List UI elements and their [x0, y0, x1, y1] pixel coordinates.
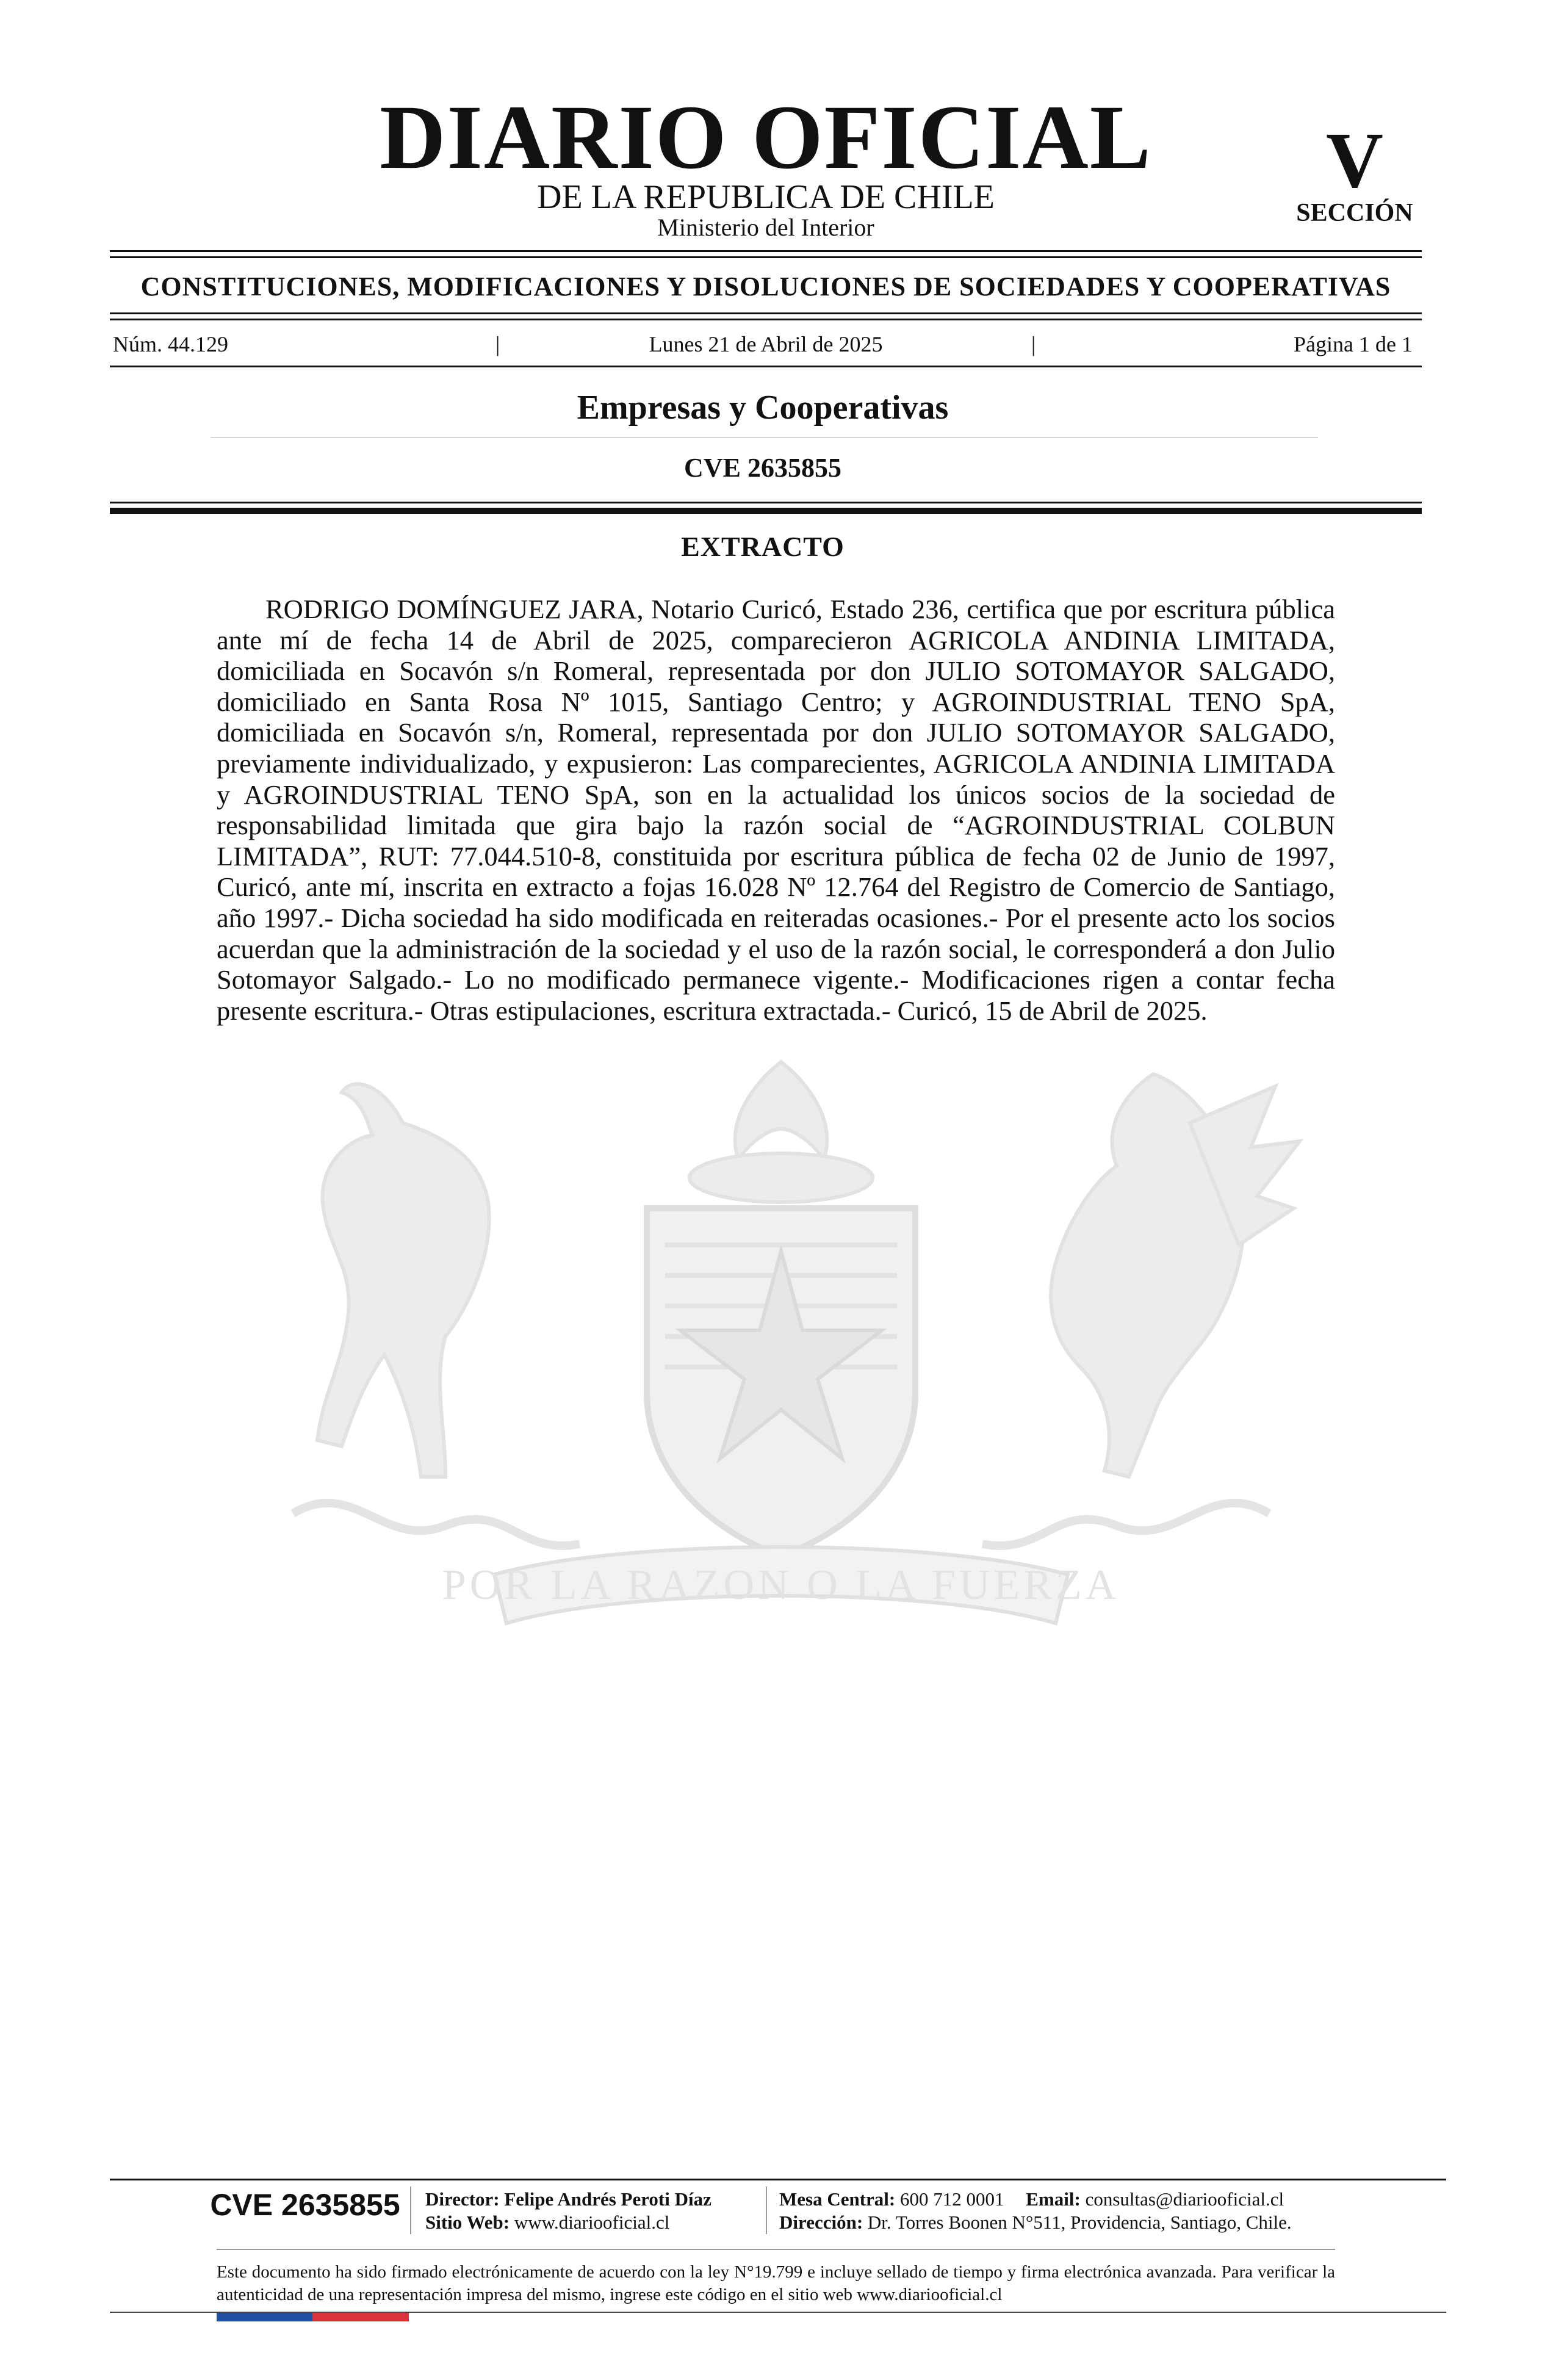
watermark-motto: POR LA RAZON O LA FUERZA [442, 1562, 1120, 1609]
footer-rule-top [110, 2179, 1446, 2180]
category-title: CONSTITUCIONES, MODIFICACIONES Y DISOLUCIONES DE SOCIEDADES Y COOPERATIVAS [140, 272, 1391, 301]
footer-website [425, 2212, 669, 2234]
flag-color-bar [217, 2313, 409, 2321]
issue-separator: | [1031, 332, 1036, 356]
email-link[interactable]: consultas@diariooficial.cl [1085, 2188, 1284, 2210]
email-label: Email: [1026, 2188, 1081, 2210]
masthead-ministry: Ministerio del Interior [657, 214, 874, 241]
footer-divider [766, 2187, 767, 2234]
issue-page: Página 1 de 1 [1294, 332, 1413, 356]
masthead-rule-bottom [110, 256, 1422, 258]
masthead-title: DIARIO OFICIAL [380, 87, 1152, 188]
director-value: Felipe Andrés Peroti Díaz [504, 2188, 711, 2210]
section-numeral: V [1326, 117, 1383, 204]
flag-red-stripe [312, 2313, 409, 2321]
website-label: Sitio Web: [425, 2212, 510, 2233]
category-rule-top [110, 312, 1422, 314]
section-heading: Empresas y Cooperativas [577, 389, 949, 427]
footer-verification-note: Este documento ha sido firmado electrónicamente de acuerdo con la ley N°19.799 e incluye sellado de tiempo y firma electrónica avanzada. Para verificar la autenticidad de una representación impresa del mismo, ingrese este código en el sitio web www.diariooficial.cl [217, 2262, 1335, 2304]
masthead-subtitle: DE LA REPUBLICA DE CHILE [537, 178, 995, 216]
flag-blue-stripe [217, 2313, 312, 2321]
body-text: RODRIGO DOMÍNGUEZ JARA, Notario Curicó, Estado 236, certifica que por escritura pública ante mí de fecha 14 de Abril de 2025, comparecieron AGRICOLA ANDINIA LIMITADA, domiciliada en Socavón s/n Romeral, representada por don JULIO SOTOMAYOR SALGADO, domiciliado en Santa Rosa Nº 1015, Santiago Centro; y AGROINDUSTRIAL TENO SpA, domiciliada en Socavón s/n, Romeral, representada por don JULIO SOTOMAYOR SALGADO, previamente individualizado, y expusieron: Las comparecientes, AGRICOLA ANDINIA LIMITADA y AGROINDUSTRIAL TENO SpA, son en la actualidad los únicos socios de la sociedad de responsabilidad limitada que gira bajo la razón social de “AGROINDUSTRIAL COLBUN LIMITADA”, RUT: 77.044.510-8, constituida por escritura pública de fecha 02 de Junio de 1997, Curicó, ante mí, inscrita en extracto a fojas 16.028 Nº 12.764 del Registro de Comercio de Santiago, año 1997.- Dicha sociedad ha sido modificada en reiteradas ocasiones.- Por el presente acto los socios acuerdan que la administración de la sociedad y el uso de la razón social, le corresponderá a don Julio Sotomayor Salgado.- Lo no modificado permanece vigente.- Modificaciones rigen a contar fecha presente escritura.- Otras estipulaciones, escritura extractada.- Curicó, 15 de Abril de 2025. [217, 594, 1335, 1026]
footer-contact [779, 2188, 1284, 2210]
issue-number: Núm. 44.129 [113, 332, 228, 356]
masthead-rule-top [110, 250, 1422, 252]
director-label: Director: [425, 2188, 500, 2210]
footer-divider [410, 2187, 411, 2234]
website-link[interactable]: www.diariooficial.cl [514, 2212, 670, 2233]
footer-director [425, 2188, 711, 2210]
cve-heading: CVE 2635855 [684, 453, 841, 483]
category-rule-bottom [110, 319, 1422, 320]
address-value: Dr. Torres Boonen N°511, Providencia, Santiago, Chile. [867, 2212, 1292, 2233]
issue-date: Lunes 21 de Abril de 2025 [649, 332, 883, 356]
mesa-label: Mesa Central: [779, 2188, 896, 2210]
mesa-value: 600 712 0001 [900, 2188, 1004, 2210]
document-heading: EXTRACTO [681, 531, 845, 562]
issue-separator: | [495, 332, 500, 356]
section-heading-underline [211, 437, 1318, 438]
section-label: SECCIÓN [1296, 199, 1413, 227]
heading-rule-thin [110, 502, 1422, 503]
address-label: Dirección: [779, 2212, 863, 2233]
footer-address [779, 2212, 1292, 2234]
info-rule [110, 366, 1422, 367]
heading-rule-thick [110, 508, 1422, 514]
footer-rule-middle [217, 2249, 1335, 2250]
footer-cve: CVE 2635855 [210, 2188, 400, 2222]
chilean-coat-of-arms-icon [201, 1050, 1361, 1660]
